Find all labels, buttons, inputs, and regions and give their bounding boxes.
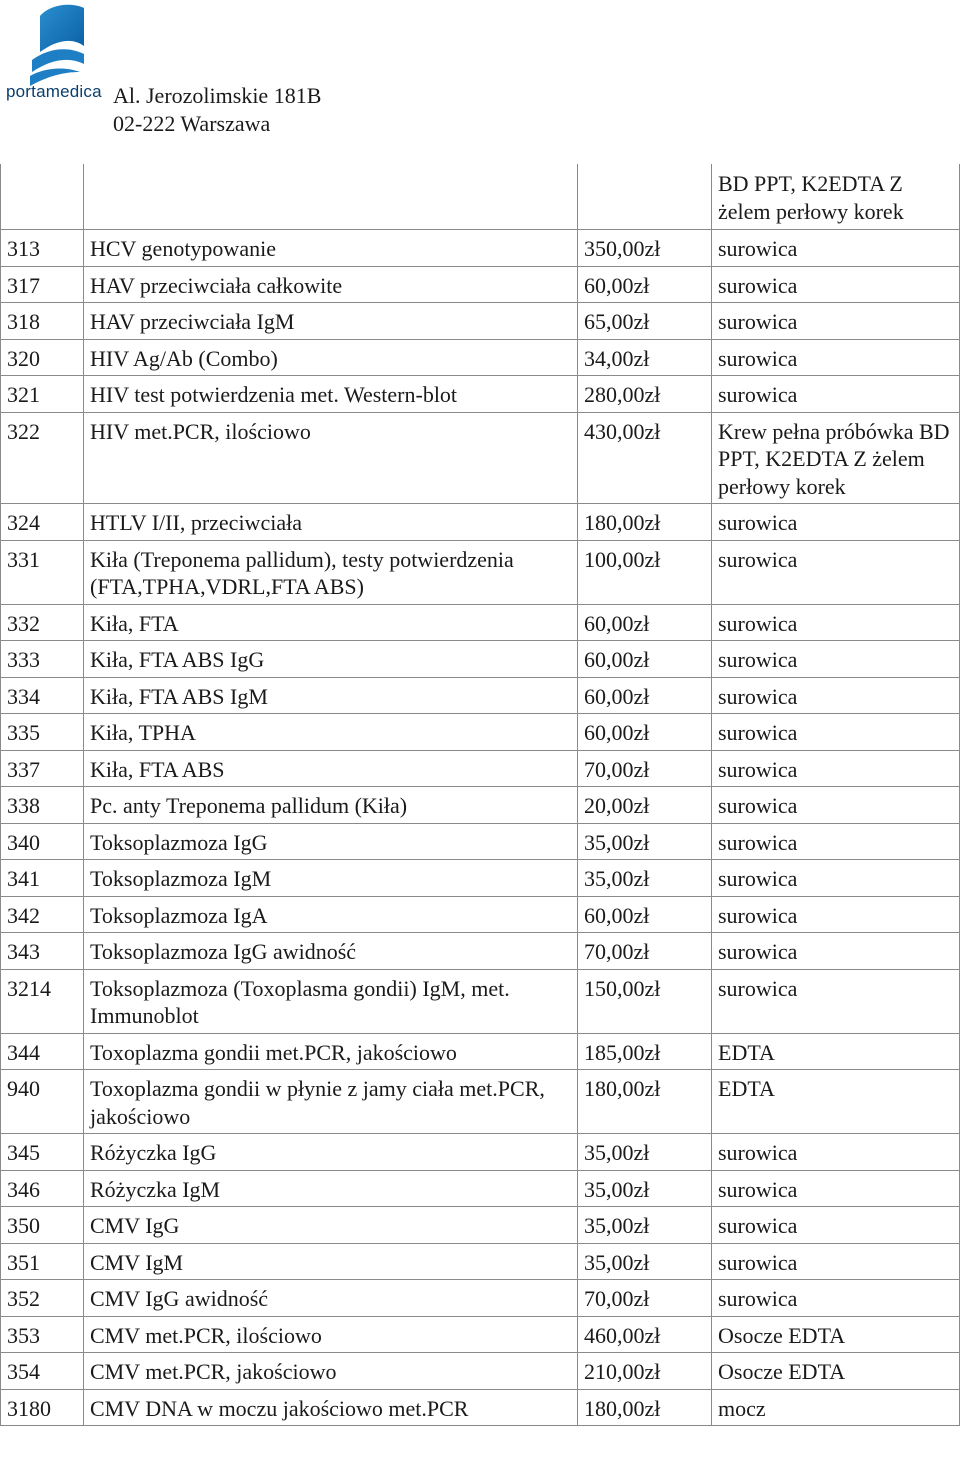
cell-code: 344	[1, 1033, 84, 1070]
cell-name: CMV IgG	[84, 1207, 578, 1244]
cell-code: 343	[1, 933, 84, 970]
cell-name: Toksoplazmoza IgG	[84, 823, 578, 860]
cell-material: Osocze EDTA	[712, 1316, 960, 1353]
cell-code: 342	[1, 896, 84, 933]
table-row	[1, 1243, 960, 1280]
cell-price: 35,00zł	[578, 1207, 712, 1244]
cell-material: surowica	[712, 376, 960, 413]
cell-code: 320	[1, 339, 84, 376]
cell-name: HAV przeciwciała całkowite	[84, 266, 578, 303]
cell-name: CMV IgM	[84, 1243, 578, 1280]
cell-name: CMV DNA w moczu jakościowo met.PCR	[84, 1389, 578, 1426]
cell-code: 318	[1, 303, 84, 340]
cell-name: HIV Ag/Ab (Combo)	[84, 339, 578, 376]
table-row	[1, 896, 960, 933]
address-street: Al. Jerozolimskie 181B	[113, 83, 322, 108]
cell-code: 317	[1, 266, 84, 303]
cell-price: 60,00zł	[578, 604, 712, 641]
cell-name: Toksoplazmoza IgM	[84, 860, 578, 897]
cell-name: CMV IgG awidność	[84, 1280, 578, 1317]
cell-name: HCV genotypowanie	[84, 230, 578, 267]
cell-price: 35,00zł	[578, 823, 712, 860]
table-row	[1, 787, 960, 824]
cell-price: 60,00zł	[578, 641, 712, 678]
cell-code: 324	[1, 504, 84, 541]
cell-price: 70,00zł	[578, 933, 712, 970]
table-row	[1, 164, 960, 230]
table-row	[1, 339, 960, 376]
cell-price: 60,00zł	[578, 714, 712, 751]
cell-name: Toksoplazmoza (Toxoplasma gondii) IgM, met. Immunoblot	[84, 969, 578, 1033]
cell-price: 460,00zł	[578, 1316, 712, 1353]
cell-material: surowica	[712, 1243, 960, 1280]
table-row	[1, 714, 960, 751]
cell-price	[578, 164, 712, 230]
cell-name: HAV przeciwciała IgM	[84, 303, 578, 340]
cell-price: 185,00zł	[578, 1033, 712, 1070]
cell-name: HTLV I/II, przeciwciała	[84, 504, 578, 541]
cell-price: 150,00zł	[578, 969, 712, 1033]
cell-name: Różyczka IgG	[84, 1134, 578, 1171]
cell-price: 35,00zł	[578, 1170, 712, 1207]
table-row	[1, 933, 960, 970]
cell-name: CMV met.PCR, ilościowo	[84, 1316, 578, 1353]
cell-price: 180,00zł	[578, 504, 712, 541]
cell-price: 20,00zł	[578, 787, 712, 824]
cell-material: surowica	[712, 230, 960, 267]
cell-material: surowica	[712, 504, 960, 541]
cell-material: surowica	[712, 1134, 960, 1171]
cell-material: surowica	[712, 604, 960, 641]
cell-code: 3214	[1, 969, 84, 1033]
cell-code: 338	[1, 787, 84, 824]
cell-name	[84, 164, 578, 230]
cell-material: EDTA	[712, 1070, 960, 1134]
cell-code: 351	[1, 1243, 84, 1280]
cell-price: 210,00zł	[578, 1353, 712, 1390]
cell-material: surowica	[712, 540, 960, 604]
table-row	[1, 266, 960, 303]
cell-material: surowica	[712, 266, 960, 303]
address-city: 02-222 Warszawa	[113, 111, 271, 136]
cell-code: 313	[1, 230, 84, 267]
cell-code: 940	[1, 1070, 84, 1134]
table-row	[1, 604, 960, 641]
table-row	[1, 504, 960, 541]
cell-material: surowica	[712, 896, 960, 933]
table-row	[1, 412, 960, 504]
cell-price: 70,00zł	[578, 1280, 712, 1317]
cell-name: Kiła, TPHA	[84, 714, 578, 751]
cell-name: HIV test potwierdzenia met. Western-blot	[84, 376, 578, 413]
cell-price: 60,00zł	[578, 896, 712, 933]
cell-material: mocz	[712, 1389, 960, 1426]
cell-price: 60,00zł	[578, 266, 712, 303]
cell-code: 345	[1, 1134, 84, 1171]
cell-name: Kiła, FTA	[84, 604, 578, 641]
table-row	[1, 1033, 960, 1070]
page-header	[0, 0, 960, 160]
cell-name: Kiła, FTA ABS IgG	[84, 641, 578, 678]
cell-name: Kiła, FTA ABS	[84, 750, 578, 787]
cell-code: 333	[1, 641, 84, 678]
cell-name: Pc. anty Treponema pallidum (Kiła)	[84, 787, 578, 824]
cell-price: 35,00zł	[578, 860, 712, 897]
cell-code: 335	[1, 714, 84, 751]
cell-code: 337	[1, 750, 84, 787]
logo-text: portamedica	[6, 82, 102, 101]
table-row	[1, 860, 960, 897]
cell-material: surowica	[712, 750, 960, 787]
cell-material: surowica	[712, 1280, 960, 1317]
price-table	[0, 164, 960, 1426]
cell-price: 180,00zł	[578, 1389, 712, 1426]
table-row	[1, 540, 960, 604]
cell-code: 340	[1, 823, 84, 860]
cell-name: Toxoplazma gondii w płynie z jamy ciała met.PCR, jakościowo	[84, 1070, 578, 1134]
table-row	[1, 303, 960, 340]
cell-code: 322	[1, 412, 84, 504]
cell-price: 60,00zł	[578, 677, 712, 714]
cell-price: 70,00zł	[578, 750, 712, 787]
cell-code: 352	[1, 1280, 84, 1317]
cell-code: 353	[1, 1316, 84, 1353]
cell-code: 3180	[1, 1389, 84, 1426]
cell-price: 34,00zł	[578, 339, 712, 376]
cell-name: Kiła (Treponema pallidum), testy potwierdzenia (FTA,TPHA,VDRL,FTA ABS)	[84, 540, 578, 604]
price-table-body	[1, 164, 960, 1426]
table-row	[1, 1134, 960, 1171]
cell-name: Toxoplazma gondii met.PCR, jakościowo	[84, 1033, 578, 1070]
table-row	[1, 1316, 960, 1353]
cell-name: CMV met.PCR, jakościowo	[84, 1353, 578, 1390]
cell-price: 65,00zł	[578, 303, 712, 340]
cell-material: Osocze EDTA	[712, 1353, 960, 1390]
cell-material: Krew pełna próbówka BD PPT, K2EDTA Z żelem perłowy korek	[712, 412, 960, 504]
cell-code: 346	[1, 1170, 84, 1207]
cell-price: 35,00zł	[578, 1134, 712, 1171]
table-row	[1, 641, 960, 678]
table-row	[1, 969, 960, 1033]
cell-code: 341	[1, 860, 84, 897]
cell-material: surowica	[712, 787, 960, 824]
table-row	[1, 376, 960, 413]
table-row	[1, 1389, 960, 1426]
cell-code: 334	[1, 677, 84, 714]
cell-code: 321	[1, 376, 84, 413]
cell-material: surowica	[712, 823, 960, 860]
table-row	[1, 1070, 960, 1134]
cell-code: 332	[1, 604, 84, 641]
cell-price: 430,00zł	[578, 412, 712, 504]
cell-name: Kiła, FTA ABS IgM	[84, 677, 578, 714]
cell-material: surowica	[712, 933, 960, 970]
table-row	[1, 823, 960, 860]
table-row	[1, 1170, 960, 1207]
cell-price: 280,00zł	[578, 376, 712, 413]
cell-material: surowica	[712, 641, 960, 678]
cell-price: 35,00zł	[578, 1243, 712, 1280]
cell-code: 354	[1, 1353, 84, 1390]
cell-name: HIV met.PCR, ilościowo	[84, 412, 578, 504]
cell-material: surowica	[712, 969, 960, 1033]
cell-material: surowica	[712, 1207, 960, 1244]
cell-price: 180,00zł	[578, 1070, 712, 1134]
cell-code: 331	[1, 540, 84, 604]
cell-code: 350	[1, 1207, 84, 1244]
cell-name: Różyczka IgM	[84, 1170, 578, 1207]
cell-material: surowica	[712, 714, 960, 751]
cell-material: surowica	[712, 860, 960, 897]
cell-material: surowica	[712, 339, 960, 376]
table-row	[1, 750, 960, 787]
cell-material: surowica	[712, 677, 960, 714]
table-row	[1, 677, 960, 714]
table-row	[1, 1207, 960, 1244]
cell-material: surowica	[712, 1170, 960, 1207]
cell-name: Toksoplazmoza IgG awidność	[84, 933, 578, 970]
table-row	[1, 230, 960, 267]
cell-price: 350,00zł	[578, 230, 712, 267]
cell-material: surowica	[712, 303, 960, 340]
cell-material: EDTA	[712, 1033, 960, 1070]
cell-code	[1, 164, 84, 230]
cell-price: 100,00zł	[578, 540, 712, 604]
table-row	[1, 1280, 960, 1317]
cell-material: BD PPT, K2EDTA Z żelem perłowy korek	[712, 164, 960, 230]
table-row	[1, 1353, 960, 1390]
cell-name: Toksoplazmoza IgA	[84, 896, 578, 933]
